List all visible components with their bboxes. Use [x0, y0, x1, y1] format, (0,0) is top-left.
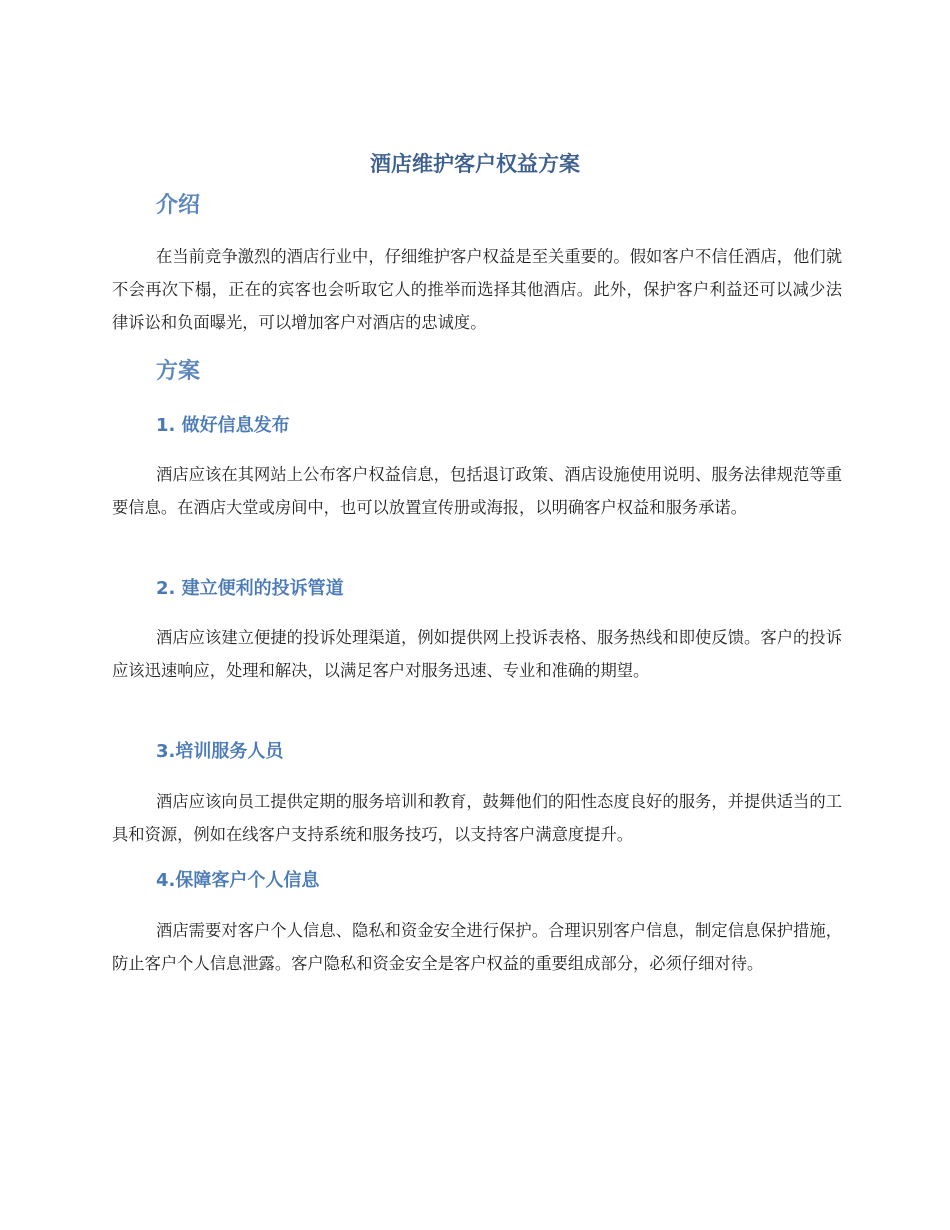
subsection-heading-2: 2. 建立便利的投诉管道 [156, 578, 344, 599]
section-heading-plan: 方案 [156, 359, 201, 384]
intro-paragraph: 在当前竞争激烈的酒店行业中，仔细维护客户权益是至关重要的。假如客户不信任酒店，他们就不会再次下榻，正在的宾客也会听取它人的推举而选择其他酒店。此外，保护客户利益还可以减少法律诉讼和负面曝光，可以增加客户对酒店的忠诚度。 [112, 247, 842, 332]
subsection-heading-4: 4.保障客户个人信息 [156, 870, 320, 891]
subsection-heading-1: 1. 做好信息发布 [156, 415, 290, 436]
subsection-paragraph-1: 酒店应该在其网站上公布客户权益信息，包括退订政策、酒店设施使用说明、服务法律规范等重要信息。在酒店大堂或房间中，也可以放置宣传册或海报，以明确客户权益和服务承诺。 [112, 465, 842, 517]
subsection-paragraph-4: 酒店需要对客户个人信息、隐私和资金安全进行保护。合理识别客户信息，制定信息保护措施，防止客户个人信息泄露。客户隐私和资金安全是客户权益的重要组成部分，必须仔细对待。 [112, 921, 842, 973]
document-title: 酒店维护客户权益方案 [370, 152, 580, 176]
subsection-paragraph-2: 酒店应该建立便捷的投诉处理渠道，例如提供网上投诉表格、服务热线和即使反馈。客户的投诉应该迅速响应，处理和解决，以满足客户对服务迅速、专业和准确的期望。 [112, 628, 842, 680]
subsection-heading-3: 3.培训服务人员 [156, 741, 284, 762]
section-heading-intro: 介绍 [156, 193, 201, 218]
subsection-paragraph-3: 酒店应该向员工提供定期的服务培训和教育，鼓舞他们的阳性态度良好的服务，并提供适当的工具和资源，例如在线客户支持系统和服务技巧，以支持客户满意度提升。 [112, 792, 842, 844]
